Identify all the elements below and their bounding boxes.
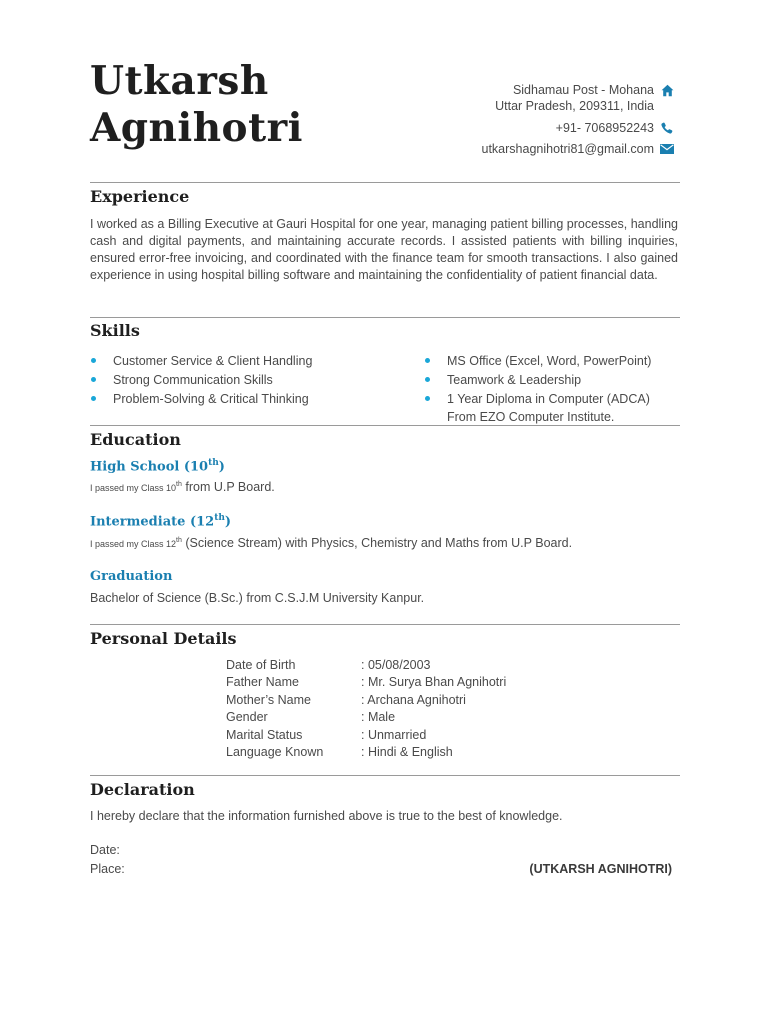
- skill-item: Customer Service & Client Handling: [90, 352, 424, 371]
- experience-text: I worked as a Billing Executive at Gauri Hospital for one year, managing patient billing processes, handling cash and digital payments, and maintaining accurate records. I assisted patients with billing inquiries, ensured error-free invoicing, and coordinated with the finance team for smooth transactions. I also gained experience in using hospital billing software and maintaining the confidentiality of patient financial data.: [90, 217, 678, 282]
- skill-item: MS Office (Excel, Word, PowerPoint): [424, 352, 680, 371]
- place-label: Place:: [90, 862, 125, 876]
- graduation-text: Bachelor of Science (B.Sc.) from C.S.J.M University Kanpur.: [90, 591, 425, 605]
- address-line2-row: [482, 96, 675, 116]
- address-line1: Sidhamau Post - Mohana: [512, 83, 654, 97]
- skill-item: 1 Year Diploma in Computer (ADCA) From EZO Computer Institute.: [424, 390, 680, 426]
- high-school-heading: High School (10th): [90, 458, 225, 475]
- phone-number: +91- 7068952243: [555, 121, 654, 135]
- home-icon: [660, 83, 674, 97]
- intermediate-text: I passed my Class 12th (Science Stream) with Physics, Chemistry and Maths from U.P Board.: [90, 536, 573, 550]
- skill-item: Strong Communication Skills: [90, 371, 424, 390]
- section-divider: [90, 425, 680, 426]
- phone-icon: [660, 121, 674, 135]
- detail-row: Date of Birth : 05/08/2003: [226, 658, 431, 672]
- skill-item: Teamwork & Leadership: [424, 371, 680, 390]
- detail-row: Gender : Male: [226, 710, 396, 725]
- section-divider: [90, 624, 680, 625]
- date-label: Date:: [90, 843, 120, 857]
- envelope-icon: [660, 142, 674, 156]
- personal-details-table: [226, 657, 506, 761]
- section-divider: [90, 317, 680, 318]
- skill-item-detail: From EZO Computer Institute.: [447, 410, 615, 424]
- section-divider: [90, 775, 680, 776]
- skills-list: [90, 352, 680, 426]
- phone-row: [482, 118, 675, 138]
- contact-block: [482, 80, 675, 159]
- bullet-icon: [91, 358, 96, 363]
- skills-right-column: [424, 352, 680, 426]
- experience-heading: Experience: [90, 187, 190, 206]
- high-school-text: I passed my Class 10th from U.P Board.: [90, 480, 275, 494]
- candidate-name: [90, 58, 303, 152]
- graduation-heading: Graduation: [90, 569, 173, 584]
- skills-heading: Skills: [90, 321, 140, 340]
- bullet-icon: [425, 396, 430, 401]
- detail-row: Father Name : Mr. Surya Bhan Agnihotri: [226, 675, 507, 690]
- detail-row: Marital Status : Unmarried: [226, 727, 427, 742]
- bullet-icon: [425, 377, 430, 382]
- skills-left-column: [90, 352, 424, 426]
- bullet-icon: [91, 396, 96, 401]
- section-divider: [90, 182, 680, 183]
- skill-item: Problem-Solving & Critical Thinking: [90, 390, 424, 409]
- detail-row: Language Known : Hindi & English: [226, 745, 453, 760]
- intermediate-heading: Intermediate (12th): [90, 513, 232, 530]
- declaration-heading: Declaration: [90, 780, 195, 799]
- bullet-icon: [91, 377, 96, 382]
- first-name: Utkarsh: [90, 58, 269, 104]
- signature-name: (UTKARSH AGNIHOTRI): [529, 862, 672, 876]
- detail-row: Mother’s Name : Archana Agnihotri: [226, 692, 466, 707]
- personal-details-heading: Personal Details: [90, 629, 237, 648]
- last-name: Agnihotri: [90, 105, 303, 151]
- address-line2: Uttar Pradesh, 209311, India: [495, 99, 654, 113]
- education-heading: Education: [90, 430, 181, 449]
- email-row: [482, 139, 675, 159]
- bullet-icon: [425, 358, 430, 363]
- email-address[interactable]: utkarshagnihotri81@gmail.com: [481, 142, 654, 156]
- declaration-text: I hereby declare that the information furnished above is true to the best of knowledge.: [90, 809, 563, 823]
